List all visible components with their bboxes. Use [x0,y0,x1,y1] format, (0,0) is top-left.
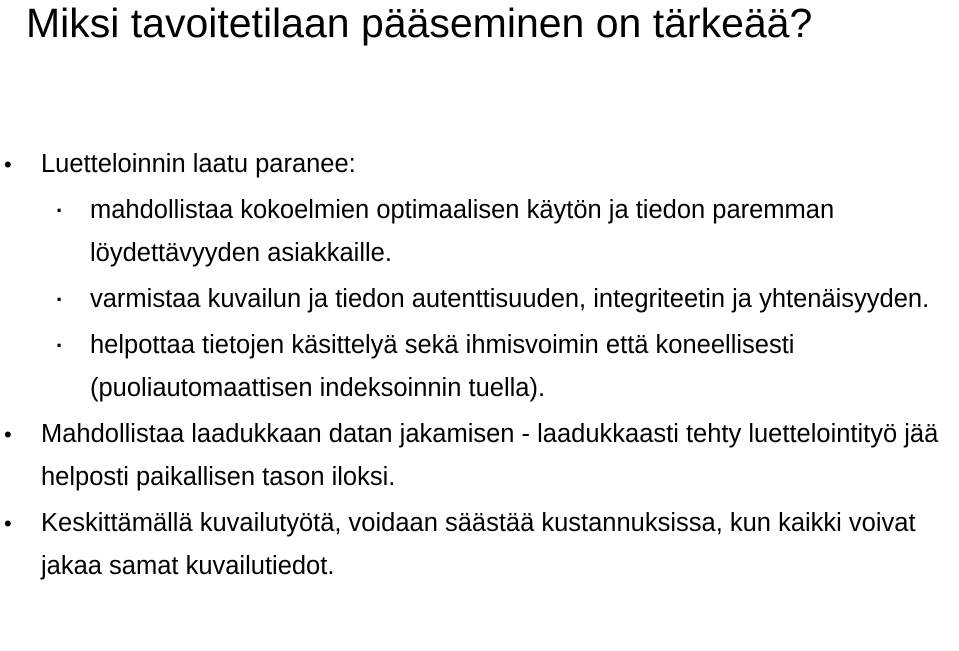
bullet-text: Keskittämällä kuvailutyötä, voidaan säästää kustannuksissa, kun kaikki voivat jakaa samat kuvailutiedot. [41,509,916,580]
sub-bullet-icon: · [56,287,64,312]
sub-bullet-item [0,324,959,410]
sub-bullet-text: helpottaa tietojen käsittelyä sekä ihmisvoimin että koneellisesti (puoliautomaattisen indeksoinnin tuella). [90,331,795,402]
sub-bullet-item [0,278,959,321]
slide-title: Miksi tavoitetilaan pääseminen on tärkeää? [26,0,813,46]
bullet-item [0,143,959,186]
bullet-icon: • [4,511,12,536]
bullet-icon: • [4,152,12,177]
bullet-item [0,413,959,499]
bullet-text: Luetteloinnin laatu paranee: [41,150,356,178]
sub-bullet-icon: · [56,333,64,358]
sub-bullet-icon: · [56,198,64,223]
sub-bullet-text: mahdollistaa kokoelmien optimaalisen käytön ja tiedon paremman löydettävyyden asiakkaille. [90,196,835,267]
bullet-icon: • [4,422,12,447]
bullet-text: Mahdollistaa laadukkaan datan jakamisen - laadukkaasti tehty luettelointityö jää helposti paikallisen tason iloksi. [41,420,939,491]
sub-bullet-text: varmistaa kuvailun ja tiedon autenttisuuden, integriteetin ja yhtenäisyyden. [90,285,930,313]
bullet-item [0,502,959,588]
slide-content [0,143,959,591]
sub-bullet-item [0,189,959,275]
